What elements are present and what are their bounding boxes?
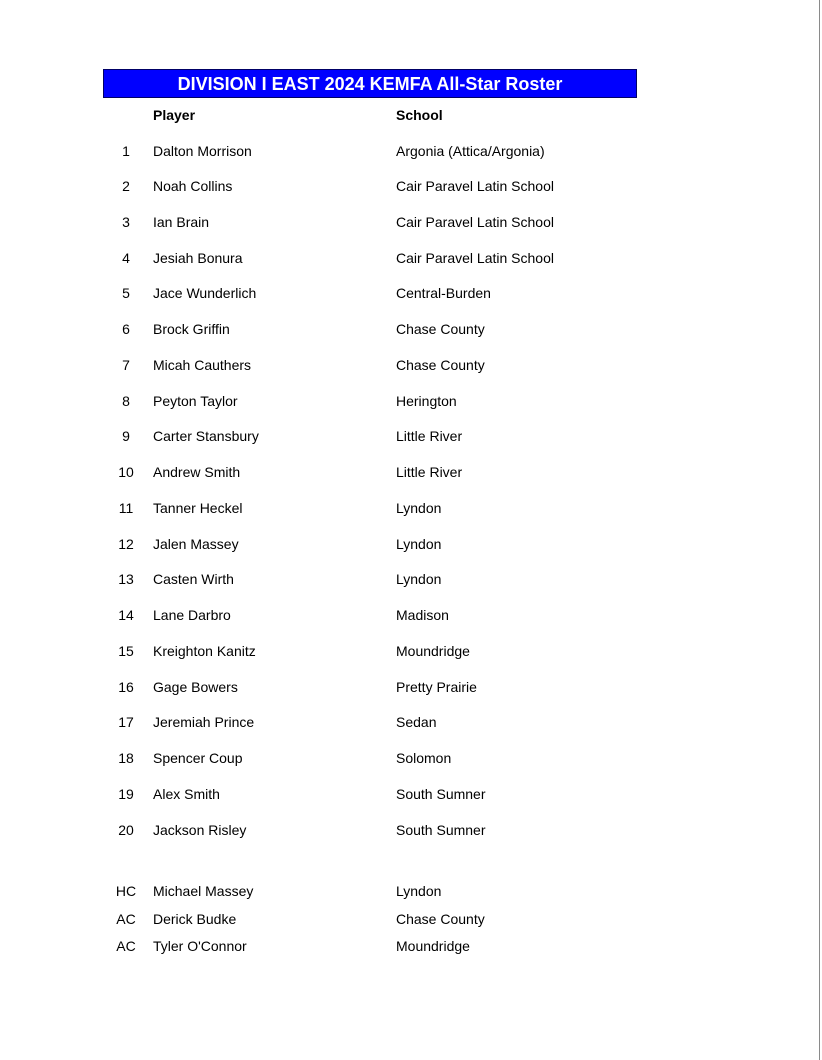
player-row — [0, 820, 822, 840]
player-number: 20 — [118, 822, 134, 838]
coach-school: Chase County — [396, 911, 485, 927]
player-name: Jeremiah Prince — [153, 714, 255, 730]
player-number: 7 — [122, 357, 130, 373]
player-school: Little River — [396, 428, 463, 444]
player-row — [0, 462, 822, 482]
player-row — [0, 748, 822, 768]
player-row — [0, 784, 822, 804]
player-name: Ian Brain — [153, 214, 210, 230]
player-number: 3 — [122, 214, 130, 230]
player-name: Casten Wirth — [153, 571, 234, 587]
player-name: Micah Cauthers — [153, 357, 252, 373]
player-number: 4 — [122, 250, 130, 266]
coach-school: Lyndon — [396, 883, 442, 899]
player-row — [0, 605, 822, 625]
player-number: 14 — [118, 607, 134, 623]
player-school: Cair Paravel Latin School — [396, 250, 554, 266]
player-school: Cair Paravel Latin School — [396, 178, 554, 194]
player-name: Alex Smith — [153, 786, 220, 802]
player-school: Madison — [396, 607, 449, 623]
player-number: 10 — [118, 464, 134, 480]
coach-role: AC — [116, 938, 136, 954]
player-name: Peyton Taylor — [153, 393, 238, 409]
coach-name: Tyler O'Connor — [153, 938, 247, 954]
player-number: 8 — [122, 393, 130, 409]
player-row — [0, 498, 822, 518]
roster-title: DIVISION I EAST 2024 KEMFA All-Star Roster — [103, 69, 637, 98]
player-name: Brock Griffin — [153, 321, 230, 337]
player-school: Moundridge — [396, 643, 470, 659]
player-school: Little River — [396, 464, 463, 480]
player-name: Jace Wunderlich — [153, 285, 257, 301]
player-name: Noah Collins — [153, 178, 233, 194]
player-number: 13 — [118, 571, 134, 587]
coach-role: AC — [116, 911, 136, 927]
column-header-player: Player — [153, 107, 196, 123]
player-name: Jalen Massey — [153, 536, 239, 552]
coach-school: Moundridge — [396, 938, 470, 954]
player-row — [0, 176, 822, 196]
player-school: South Sumner — [396, 786, 486, 802]
player-name: Jesiah Bonura — [153, 250, 243, 266]
player-row — [0, 283, 822, 303]
player-row — [0, 641, 822, 661]
player-row — [0, 712, 822, 732]
player-school: South Sumner — [396, 822, 486, 838]
player-number: 19 — [118, 786, 134, 802]
coach-name: Michael Massey — [153, 883, 254, 899]
player-number: 15 — [118, 643, 134, 659]
player-row — [0, 212, 822, 232]
player-school: Argonia (Attica/Argonia) — [396, 143, 545, 159]
player-school: Pretty Prairie — [396, 679, 477, 695]
player-school: Sedan — [396, 714, 437, 730]
player-row — [0, 534, 822, 554]
coach-name: Derick Budke — [153, 911, 237, 927]
player-number: 18 — [118, 750, 134, 766]
player-school: Lyndon — [396, 536, 442, 552]
player-name: Carter Stansbury — [153, 428, 259, 444]
player-name: Lane Darbro — [153, 607, 231, 623]
player-number: 12 — [118, 536, 134, 552]
player-row — [0, 569, 822, 589]
column-header-school: School — [396, 107, 443, 123]
player-school: Lyndon — [396, 500, 442, 516]
player-row — [0, 248, 822, 268]
player-name: Jackson Risley — [153, 822, 247, 838]
player-number: 16 — [118, 679, 134, 695]
player-row — [0, 391, 822, 411]
player-name: Dalton Morrison — [153, 143, 252, 159]
coach-role: HC — [115, 883, 137, 899]
player-number: 5 — [122, 285, 130, 301]
player-school: Solomon — [396, 750, 452, 766]
player-school: Chase County — [396, 357, 485, 373]
player-school: Chase County — [396, 321, 485, 337]
player-row — [0, 677, 822, 697]
coach-row — [0, 881, 822, 901]
player-number: 17 — [118, 714, 134, 730]
player-row — [0, 141, 822, 161]
player-row — [0, 426, 822, 446]
player-number: 11 — [118, 500, 134, 516]
player-school: Herington — [396, 393, 457, 409]
player-school: Lyndon — [396, 571, 442, 587]
coach-row — [0, 936, 822, 956]
player-number: 6 — [122, 321, 130, 337]
player-school: Central-Burden — [396, 285, 491, 301]
player-name: Andrew Smith — [153, 464, 241, 480]
player-number: 1 — [122, 143, 130, 159]
coach-row — [0, 909, 822, 929]
player-number: 9 — [122, 428, 130, 444]
player-name: Spencer Coup — [153, 750, 243, 766]
player-name: Kreighton Kanitz — [153, 643, 256, 659]
player-name: Tanner Heckel — [153, 500, 243, 516]
player-row — [0, 319, 822, 339]
player-name: Gage Bowers — [153, 679, 238, 695]
player-number: 2 — [122, 178, 130, 194]
player-school: Cair Paravel Latin School — [396, 214, 554, 230]
player-row — [0, 355, 822, 375]
